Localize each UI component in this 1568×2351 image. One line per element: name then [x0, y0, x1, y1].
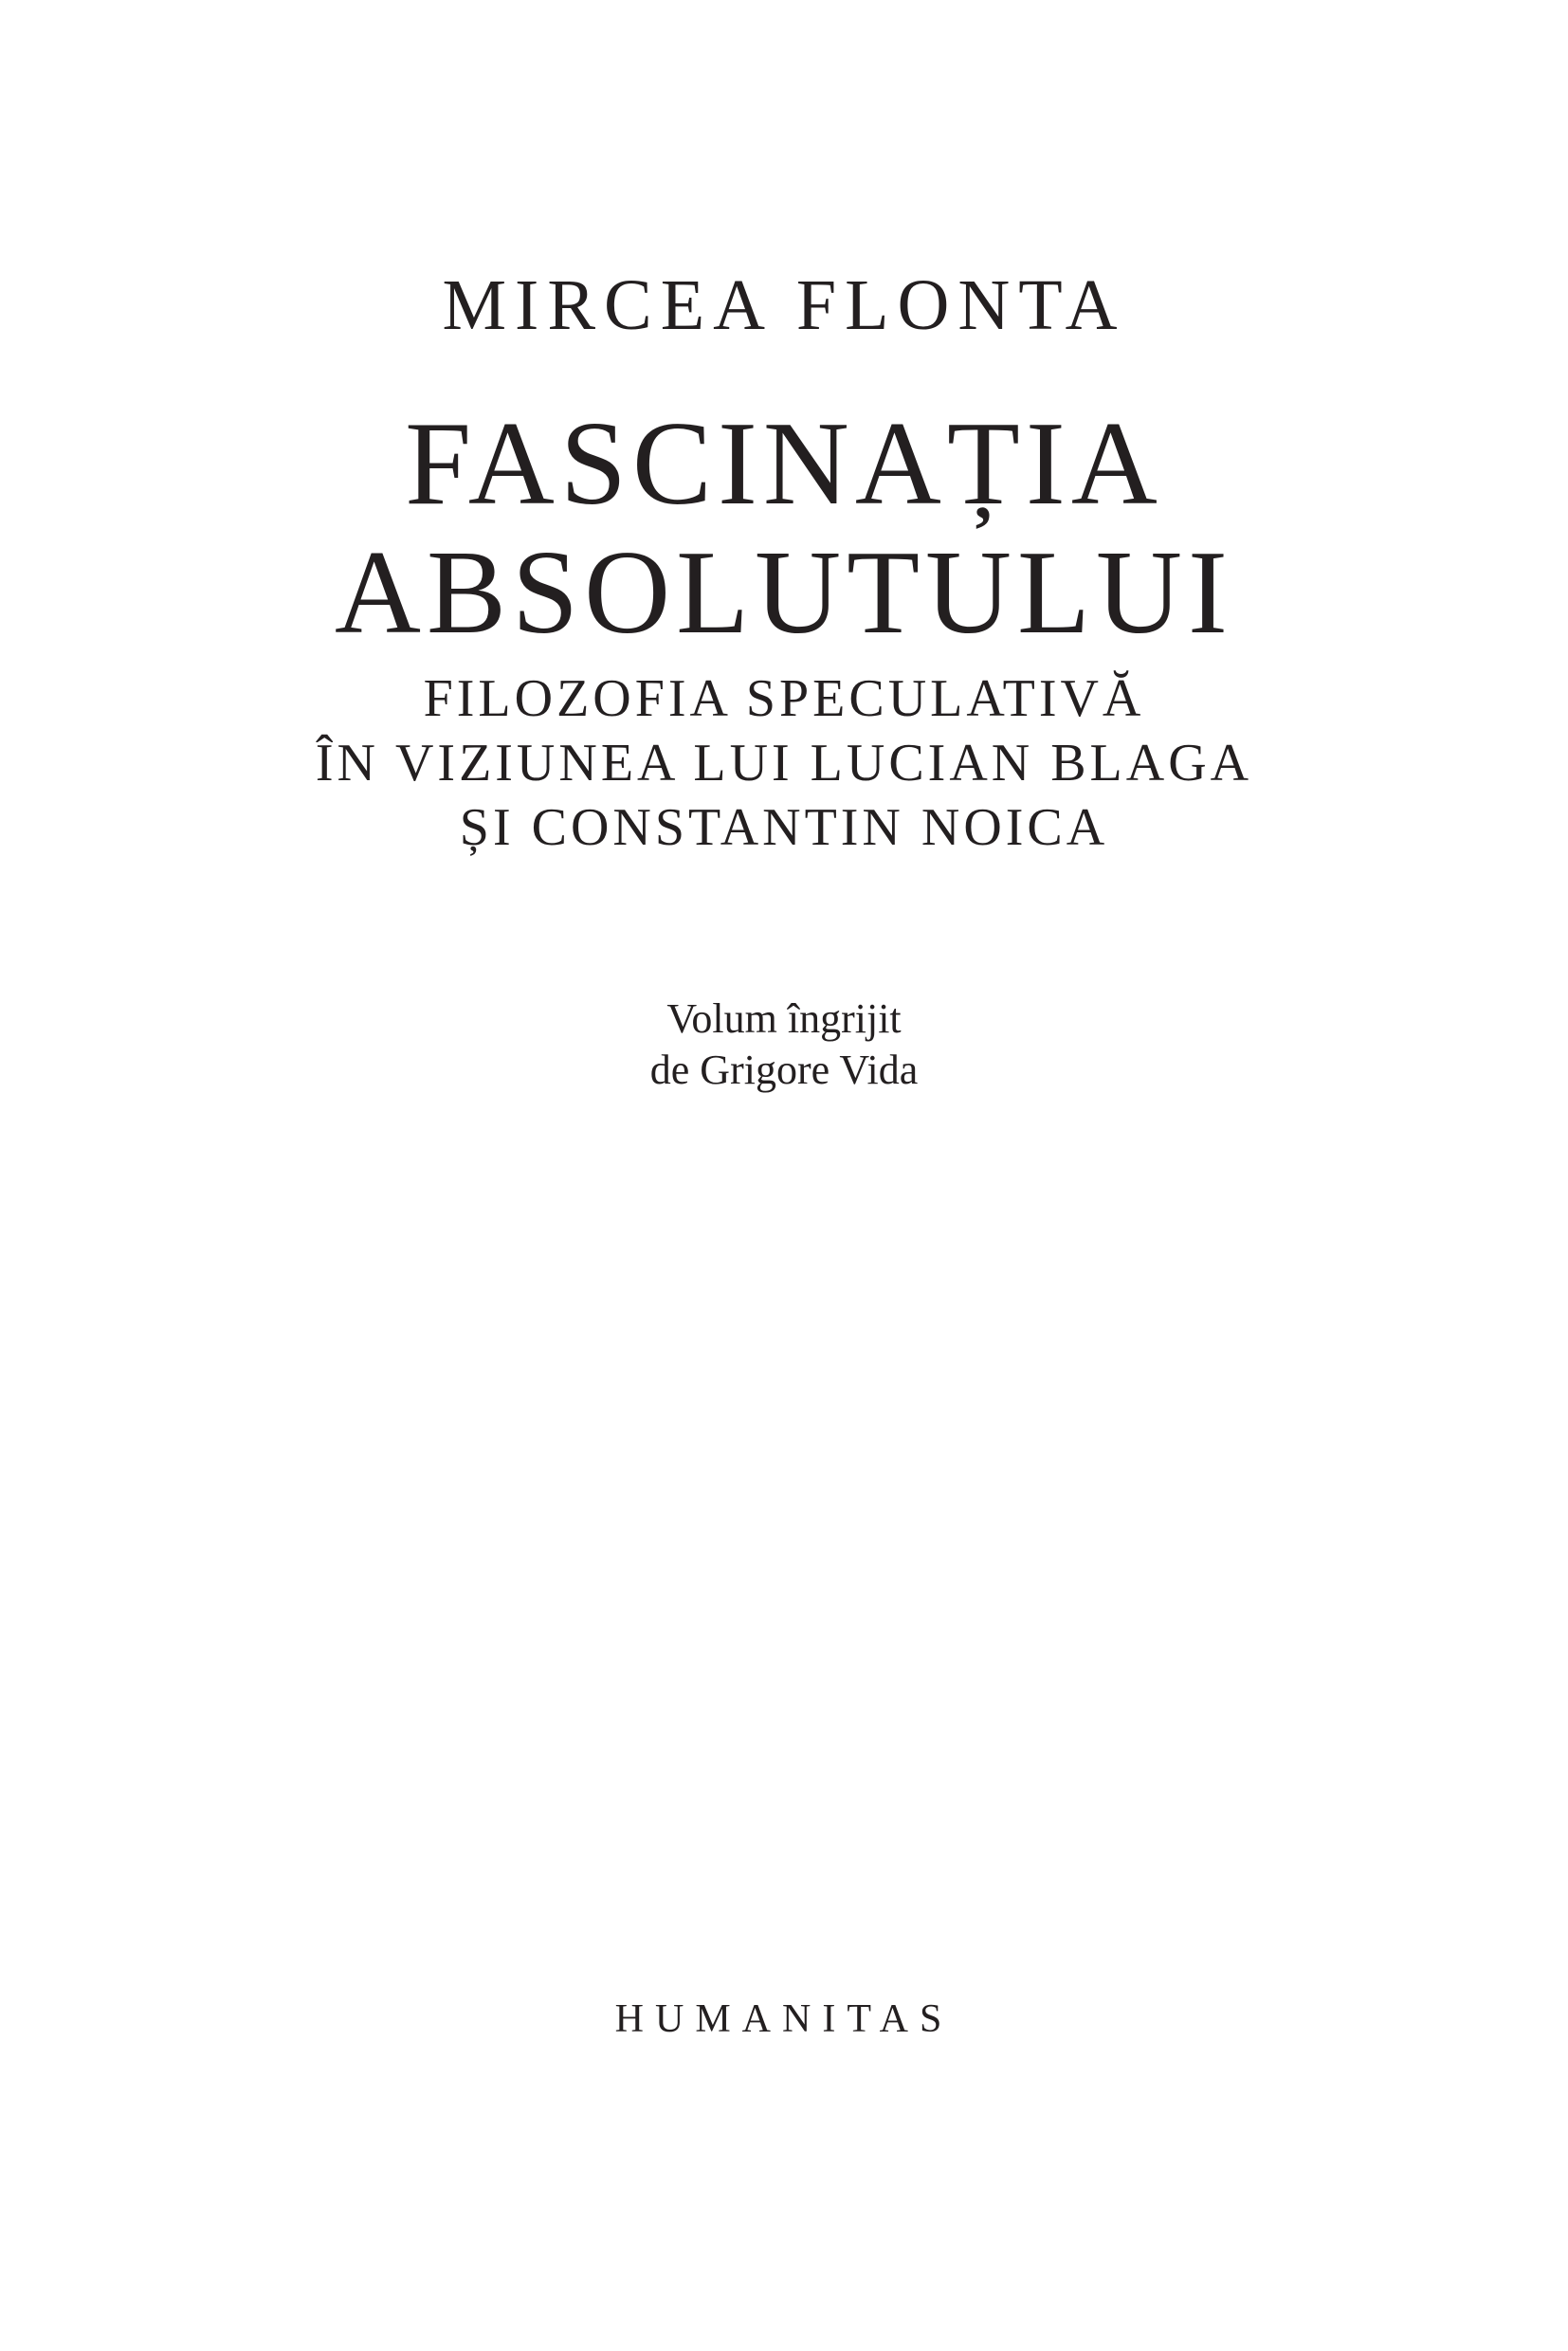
book-subtitle-line-3: ȘI CONSTANTIN NOICA [459, 798, 1109, 857]
editor-credit-line-2: de Grigore Vida [649, 1047, 919, 1093]
book-title [0, 400, 1568, 658]
book-subtitle [0, 666, 1568, 860]
editor-credit-line-1: Volum îngrijit [666, 995, 902, 1042]
publisher-name: HUMANITAS [614, 1997, 954, 2041]
author-name: MIRCEA FLONTA [442, 265, 1126, 345]
editor-credit [0, 993, 1568, 1096]
book-subtitle-line-1: FILOZOFIA SPECULATIVĂ [423, 669, 1145, 728]
book-title-line-1: FASCINAȚIA [405, 398, 1163, 530]
book-title-line-2: ABSOLUTULUI [335, 527, 1233, 659]
book-subtitle-line-2: ÎN VIZIUNEA LUI LUCIAN BLAGA [315, 734, 1253, 793]
